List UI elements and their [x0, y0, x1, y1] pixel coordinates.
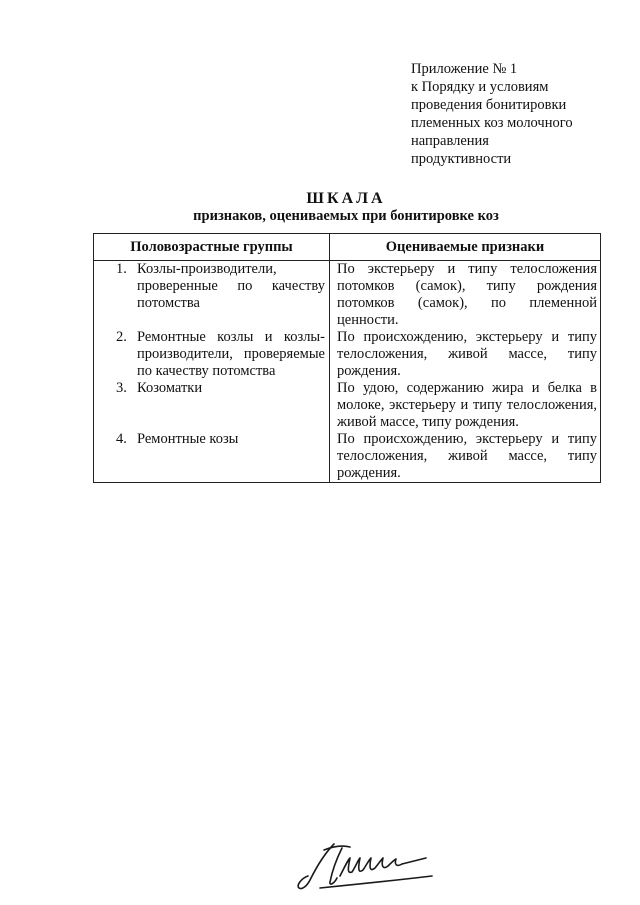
criteria-cell [330, 380, 601, 431]
document-title [93, 189, 599, 225]
signature-stroke [402, 858, 426, 864]
column-header-groups: Половозрастные группы [94, 234, 330, 261]
signature-stroke [340, 858, 402, 876]
appendix-line: племенных коз молочного [411, 115, 573, 131]
group-cell [94, 261, 330, 330]
criteria-table [93, 233, 601, 483]
signature-stroke [298, 844, 334, 889]
appendix-note [411, 60, 611, 168]
table-row [94, 329, 601, 380]
group-name: Козлы-производители, проверенные по качеству потомства [137, 261, 325, 311]
row-number: 2. [116, 329, 127, 345]
appendix-line: продуктивности [411, 151, 512, 167]
table-header-row [94, 234, 601, 261]
signature-stroke [330, 848, 342, 884]
row-number: 4. [116, 431, 127, 447]
criteria-text: По происхождению, экстерьеру и типу телосложения, живой массе, типу рождения. [337, 329, 597, 379]
table-row [94, 431, 601, 483]
group-name: Ремонтные козы [137, 431, 239, 447]
title-subtitle: признаков, оцениваемых при бонитировке коз [193, 208, 499, 224]
criteria-cell [330, 431, 601, 483]
criteria-text: По происхождению, экстерьеру и типу телосложения, живой массе, типу рождения. [337, 431, 597, 481]
row-number: 3. [116, 380, 127, 396]
criteria-text: По удою, содержанию жира и белка в молоке, экстерьеру и типу телосложения, живой массе, типу рождения. [337, 380, 597, 430]
row-number: 1. [116, 261, 127, 277]
group-cell [94, 380, 330, 431]
group-name: Ремонтные козлы и козлы-производители, проверяемые по качеству потомства [137, 329, 325, 379]
criteria-text: По экстерьеру и типу телосложения потомков (самок), типу рождения потомков (самок), по племенной ценности. [337, 261, 597, 328]
title-main: ШКАЛА [306, 190, 386, 207]
appendix-line: направления [411, 133, 489, 149]
group-cell [94, 329, 330, 380]
handwritten-signature [290, 838, 440, 894]
appendix-line: проведения бонитировки [411, 97, 567, 113]
table-row [94, 380, 601, 431]
appendix-line: Приложение № 1 [411, 61, 518, 77]
table-row [94, 261, 601, 330]
signature-stroke [324, 846, 350, 850]
criteria-cell [330, 261, 601, 330]
criteria-cell [330, 329, 601, 380]
group-name: Козоматки [137, 380, 203, 396]
column-header-criteria: Оцениваемые признаки [330, 234, 601, 261]
appendix-line: к Порядку и условиям [411, 79, 549, 95]
group-cell [94, 431, 330, 483]
